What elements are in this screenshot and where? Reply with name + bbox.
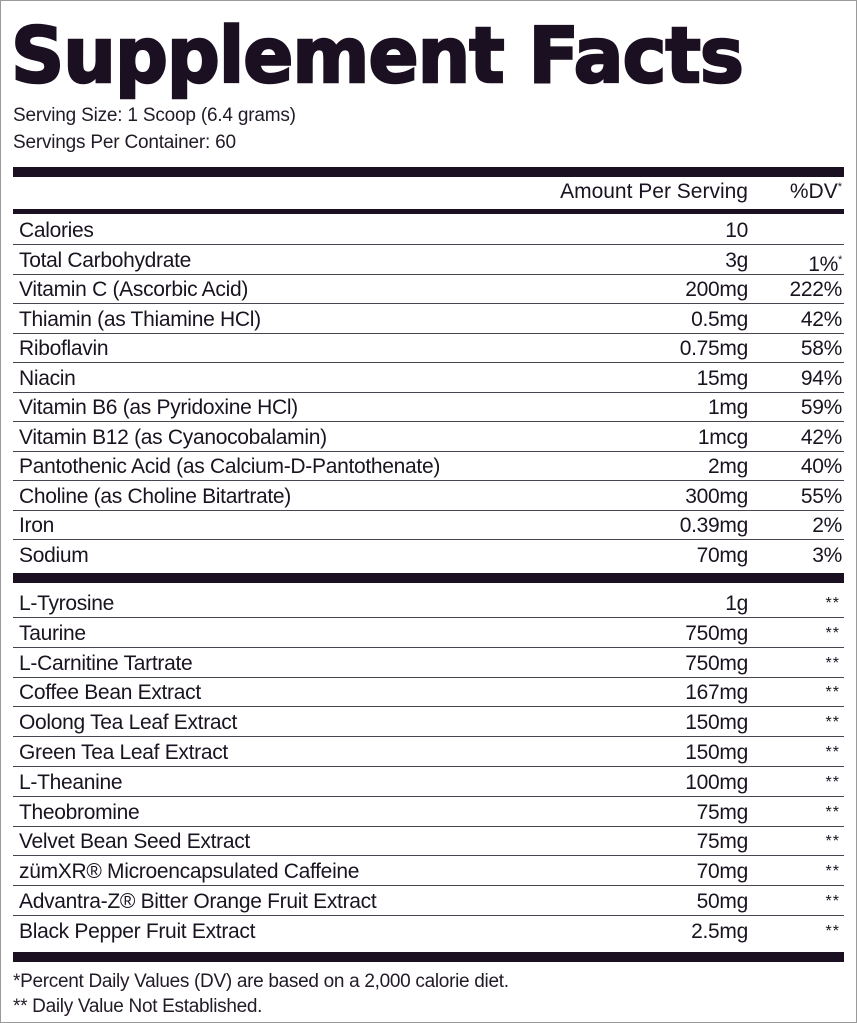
nutrient-dv-value: 59% — [800, 396, 842, 419]
nutrient-row — [13, 423, 844, 452]
nutrient-dv-value: 58% — [800, 337, 842, 360]
nutrient-row — [13, 482, 844, 511]
ingredient-amount: 750mg — [685, 621, 748, 645]
ingredient-name: Theobromine — [19, 800, 140, 824]
nutrient-amount: 300mg — [685, 484, 748, 508]
ingredient-dv — [826, 708, 840, 737]
ingredient-dv-value: ** — [825, 922, 840, 940]
ingredient-name: Black Pepper Fruit Extract — [19, 919, 256, 943]
nutrient-row — [13, 452, 844, 481]
ingredient-dv — [826, 619, 840, 648]
nutrient-dv-value: 42% — [800, 425, 842, 449]
nutrient-dv-value: 2% — [812, 514, 842, 537]
ingredient-name: L-Theanine — [19, 770, 123, 794]
ingredient-amount: 75mg — [696, 830, 748, 854]
nutrient-row — [13, 364, 844, 393]
ingredient-dv-value: ** — [825, 744, 840, 761]
panel-title: Supplement Facts — [11, 12, 743, 101]
nutrient-dv — [801, 423, 842, 452]
ingredient-row — [13, 827, 844, 856]
nutrient-amount: 15mg — [696, 366, 748, 390]
ingredient-dv — [826, 738, 840, 767]
nutrient-amount: 0.39mg — [679, 514, 748, 537]
ingredient-row — [13, 917, 844, 946]
nutrient-row — [13, 246, 844, 275]
nutrient-dv — [812, 541, 842, 570]
ingredient-name: Velvet Bean Seed Extract — [19, 830, 250, 854]
ingredient-dv-value: ** — [825, 684, 840, 702]
ingredient-dv — [826, 768, 840, 797]
ingredient-dv-value: ** — [825, 803, 840, 821]
nutrient-amount: 3g — [725, 248, 748, 272]
ingredient-name: L-Tyrosine — [19, 592, 115, 615]
ingredient-amount: 50mg — [696, 890, 748, 913]
nutrient-row — [13, 275, 844, 304]
nutrient-dv-value: 94% — [800, 366, 842, 390]
amount-per-serving-header: Amount Per Serving — [560, 180, 748, 203]
nutrient-name: Riboflavin — [19, 337, 109, 360]
thick-divider-top — [13, 167, 844, 177]
ingredient-dv — [826, 798, 840, 827]
nutrient-dv — [801, 334, 842, 363]
ingredient-row — [13, 708, 844, 737]
ingredient-row — [13, 738, 844, 767]
nutrient-dv — [801, 452, 842, 481]
ingredient-amount: 750mg — [685, 651, 748, 675]
ingredient-row — [13, 589, 844, 618]
dv-header-label: %DV — [789, 180, 838, 203]
ingredient-dv — [826, 857, 840, 886]
nutrient-name: Vitamin B6 (as Pyridoxine HCl) — [19, 396, 298, 419]
nutrient-dv — [808, 246, 842, 279]
footnote-dv: *Percent Daily Values (DV) are based on a 2,000 calorie diet. — [13, 971, 509, 992]
nutrient-row — [13, 334, 844, 363]
ingredient-row — [13, 887, 844, 916]
nutrient-dv — [801, 482, 842, 511]
ingredient-name: zümXR® Microencapsulated Caffeine — [19, 860, 360, 884]
ingredient-row — [13, 649, 844, 678]
nutrient-dv — [801, 364, 842, 393]
ingredient-amount: 150mg — [685, 741, 748, 764]
nutrient-dv-value: 222% — [789, 278, 842, 301]
ingredient-amount: 2.5mg — [691, 919, 748, 943]
ingredient-amount: 1g — [725, 592, 748, 615]
thick-divider-middle — [13, 573, 844, 583]
ingredient-amount: 150mg — [685, 711, 748, 735]
nutrient-amount: 1mcg — [697, 425, 748, 449]
nutrient-amount: 0.5mg — [691, 307, 748, 331]
ingredient-name: Taurine — [19, 621, 86, 645]
ingredient-dv-value: ** — [825, 863, 840, 881]
nutrient-dv — [789, 275, 842, 304]
ingredient-name: L-Carnitine Tartrate — [19, 651, 193, 675]
dv-header-mark: * — [837, 181, 842, 193]
nutrient-amount: 0.75mg — [679, 337, 748, 360]
footnote-not-established: ** Daily Value Not Established. — [13, 996, 263, 1017]
nutrient-row — [13, 393, 844, 422]
nutrient-amount: 2mg — [708, 455, 748, 478]
nutrient-name: Thiamin (as Thiamine HCl) — [19, 307, 261, 331]
nutrient-name: Niacin — [19, 366, 76, 390]
ingredient-dv — [826, 589, 840, 618]
ingredient-amount: 75mg — [696, 800, 748, 824]
nutrient-name: Total Carbohydrate — [19, 248, 192, 272]
serving-size: Serving Size: 1 Scoop (6.4 grams) — [13, 105, 296, 126]
ingredient-amount: 167mg — [685, 681, 748, 705]
ingredient-dv — [826, 827, 840, 856]
thick-divider-bottom — [13, 952, 844, 962]
ingredient-dv-value: ** — [825, 773, 840, 791]
ingredient-row — [13, 798, 844, 827]
nutrient-dv — [812, 511, 842, 540]
ingredient-dv-value: ** — [825, 714, 840, 732]
ingredient-dv — [826, 678, 840, 707]
thin-divider-header — [13, 209, 844, 214]
nutrient-row — [13, 305, 844, 334]
nutrient-dv-value: 3% — [812, 543, 842, 567]
nutrient-amount: 200mg — [685, 278, 748, 301]
ingredient-amount: 70mg — [696, 860, 748, 884]
dv-header — [790, 180, 842, 204]
ingredient-dv — [826, 887, 840, 916]
nutrient-dv — [801, 393, 842, 422]
nutrient-row — [13, 216, 844, 245]
ingredient-name: Advantra-Z® Bitter Orange Fruit Extract — [19, 890, 377, 913]
nutrient-dv-value: 1% — [808, 252, 839, 276]
ingredient-dv — [826, 917, 840, 946]
nutrient-name: Pantothenic Acid (as Calcium-D-Pantothenate) — [19, 455, 441, 478]
nutrient-dv — [801, 305, 842, 334]
nutrient-dv-value: 40% — [800, 455, 842, 478]
ingredient-row — [13, 619, 844, 648]
nutrient-name: Iron — [19, 514, 54, 537]
nutrient-row — [13, 541, 844, 570]
ingredient-dv-value: ** — [825, 654, 840, 672]
ingredient-row — [13, 857, 844, 886]
nutrient-name: Choline (as Choline Bitartrate) — [19, 484, 291, 508]
ingredient-row — [13, 678, 844, 707]
ingredient-name: Coffee Bean Extract — [19, 681, 201, 705]
nutrient-name: Sodium — [19, 543, 89, 567]
ingredient-dv-value: ** — [825, 893, 840, 910]
ingredient-dv-value: ** — [825, 833, 840, 851]
ingredient-dv — [826, 649, 840, 678]
nutrient-amount: 10 — [725, 219, 748, 242]
ingredient-name: Oolong Tea Leaf Extract — [19, 711, 238, 735]
nutrient-row — [13, 511, 844, 540]
ingredient-dv-value: ** — [825, 595, 840, 612]
ingredient-amount: 100mg — [685, 770, 748, 794]
ingredient-dv-value: ** — [825, 624, 840, 642]
nutrient-name: Vitamin B12 (as Cyanocobalamin) — [19, 425, 327, 449]
ingredient-name: Green Tea Leaf Extract — [19, 741, 228, 764]
ingredient-row — [13, 768, 844, 797]
servings-per-container: Servings Per Container: 60 — [13, 132, 236, 153]
nutrient-name: Vitamin C (Ascorbic Acid) — [19, 278, 249, 301]
nutrient-dv-value: 42% — [800, 307, 842, 331]
nutrient-amount: 1mg — [708, 396, 748, 419]
nutrient-dv-value: 55% — [800, 484, 842, 508]
nutrient-amount: 70mg — [696, 543, 748, 567]
nutrient-dv-mark: * — [838, 253, 842, 266]
nutrient-name: Calories — [19, 219, 94, 242]
column-header-row — [13, 177, 844, 209]
